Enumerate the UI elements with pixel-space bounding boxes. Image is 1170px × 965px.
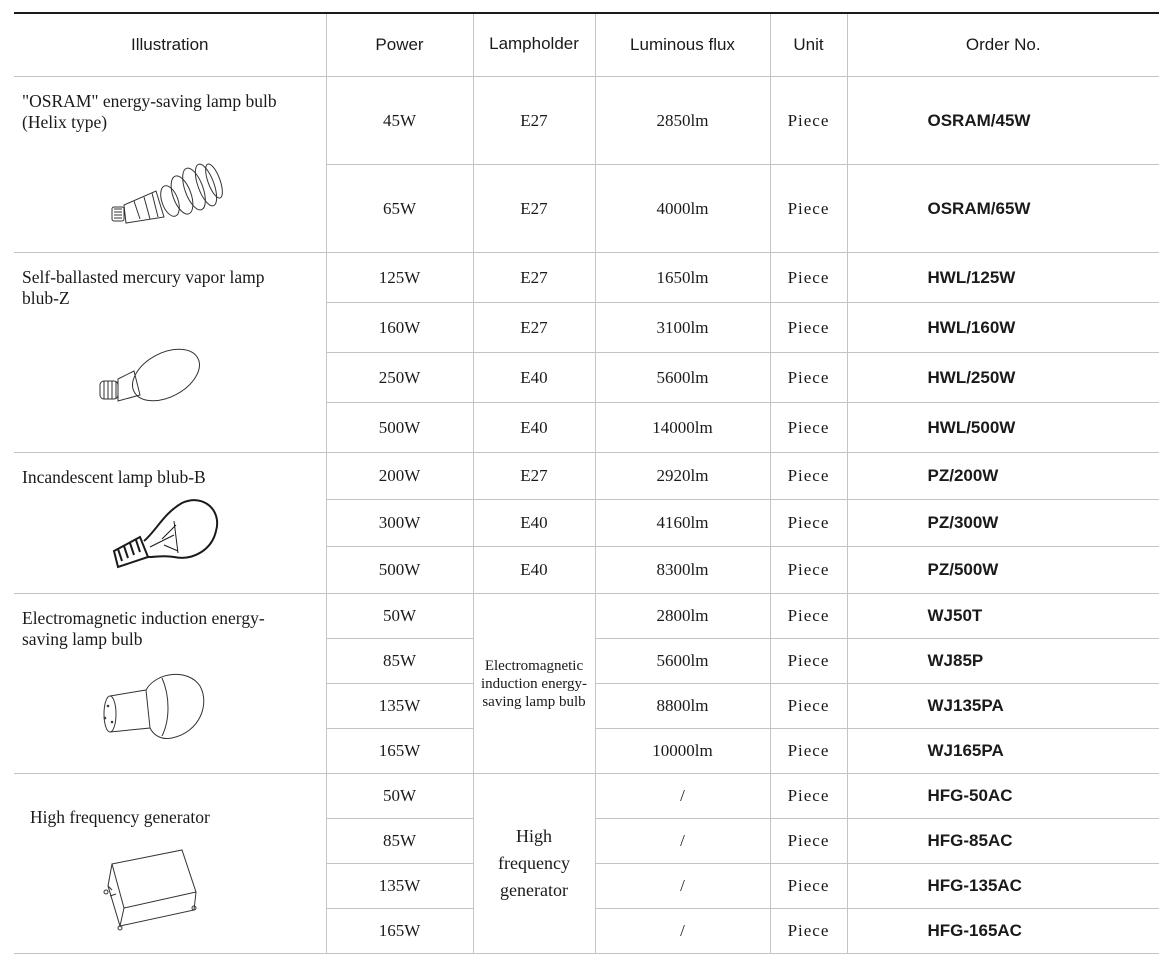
order-no-cell: OSRAM/65W: [847, 165, 1159, 253]
luminous-flux-cell: 4000lm: [595, 165, 770, 253]
order-no-cell: HFG-135AC: [847, 864, 1159, 909]
power-cell: 50W: [326, 774, 473, 819]
power-cell: 165W: [326, 909, 473, 954]
luminous-flux-cell: 10000lm: [595, 729, 770, 774]
unit-cell: Piece: [770, 77, 847, 165]
unit-cell: Piece: [770, 819, 847, 864]
illustration-cell: [14, 453, 326, 594]
illustration-cell: [14, 774, 326, 954]
luminous-flux-cell: 5600lm: [595, 639, 770, 684]
luminous-flux-cell: 3100lm: [595, 303, 770, 353]
lampholder-merged-text: High frequency generator: [498, 826, 570, 900]
illustration-title: Self-ballasted mercury vapor lamp blub-Z: [22, 267, 265, 308]
lampholder-merged-cell: [473, 774, 595, 954]
lampholder-cell: E27: [473, 253, 595, 303]
power-cell: 300W: [326, 500, 473, 547]
unit-cell: Piece: [770, 353, 847, 403]
unit-cell: Piece: [770, 165, 847, 253]
power-cell: 125W: [326, 253, 473, 303]
power-cell: 65W: [326, 165, 473, 253]
induction-bulb-icon: [100, 666, 220, 746]
power-cell: 85W: [326, 639, 473, 684]
order-no-cell: WJ85P: [847, 639, 1159, 684]
lampholder-cell: E40: [473, 353, 595, 403]
order-no-cell: HFG-165AC: [847, 909, 1159, 954]
unit-cell: Piece: [770, 500, 847, 547]
generator-box-icon: [102, 846, 222, 936]
power-cell: 50W: [326, 594, 473, 639]
unit-cell: Piece: [770, 864, 847, 909]
order-no-cell: PZ/200W: [847, 453, 1159, 500]
header-power: Power: [326, 14, 473, 77]
order-no-cell: HWL/500W: [847, 403, 1159, 453]
table-row: [14, 453, 1159, 500]
order-no-cell: WJ50T: [847, 594, 1159, 639]
illustration-title: High frequency generator: [30, 807, 210, 827]
power-cell: 160W: [326, 303, 473, 353]
unit-cell: Piece: [770, 594, 847, 639]
helix-cfl-bulb-icon: [106, 155, 226, 235]
power-cell: 135W: [326, 864, 473, 909]
incandescent-bulb-icon: [108, 495, 228, 575]
table-row: [14, 774, 1159, 819]
order-no-cell: HWL/250W: [847, 353, 1159, 403]
power-cell: 200W: [326, 453, 473, 500]
lampholder-cell: E40: [473, 547, 595, 594]
table-row: [14, 594, 1159, 639]
lampholder-cell: E27: [473, 77, 595, 165]
power-cell: 500W: [326, 403, 473, 453]
header-luminous-flux: Luminous flux: [595, 14, 770, 77]
luminous-flux-cell: 14000lm: [595, 403, 770, 453]
luminous-flux-cell: /: [595, 864, 770, 909]
luminous-flux-cell: 1650lm: [595, 253, 770, 303]
luminous-flux-cell: 8800lm: [595, 684, 770, 729]
lampholder-cell: E27: [473, 453, 595, 500]
order-no-cell: HWL/125W: [847, 253, 1159, 303]
power-cell: 165W: [326, 729, 473, 774]
unit-cell: Piece: [770, 547, 847, 594]
order-no-cell: PZ/500W: [847, 547, 1159, 594]
order-no-cell: PZ/300W: [847, 500, 1159, 547]
luminous-flux-cell: 2920lm: [595, 453, 770, 500]
order-no-cell: OSRAM/45W: [847, 77, 1159, 165]
luminous-flux-cell: 5600lm: [595, 353, 770, 403]
mercury-vapor-bulb-icon: [94, 333, 214, 413]
illustration-cell: [14, 77, 326, 253]
illustration-cell: [14, 253, 326, 453]
unit-cell: Piece: [770, 453, 847, 500]
header-illustration: Illustration: [14, 14, 326, 77]
lampholder-cell: E40: [473, 403, 595, 453]
illustration-title: Incandescent lamp blub-B: [22, 467, 206, 487]
product-table: [14, 14, 1159, 954]
order-no-cell: HFG-50AC: [847, 774, 1159, 819]
unit-cell: Piece: [770, 684, 847, 729]
order-no-cell: WJ135PA: [847, 684, 1159, 729]
luminous-flux-cell: /: [595, 819, 770, 864]
illustration-title: Electromagnetic induction energy-saving lamp bulb: [22, 608, 265, 649]
lampholder-merged-cell: Electromagnetic induction energy-saving lamp bulb: [473, 594, 595, 774]
luminous-flux-cell: 2850lm: [595, 77, 770, 165]
unit-cell: Piece: [770, 909, 847, 954]
unit-cell: Piece: [770, 303, 847, 353]
order-no-cell: WJ165PA: [847, 729, 1159, 774]
order-no-cell: HFG-85AC: [847, 819, 1159, 864]
order-no-cell: HWL/160W: [847, 303, 1159, 353]
power-cell: 135W: [326, 684, 473, 729]
illustration-title: "OSRAM" energy-saving lamp bulb (Helix type): [22, 91, 277, 132]
header-order-no: Order No.: [847, 14, 1159, 77]
luminous-flux-cell: /: [595, 909, 770, 954]
unit-cell: Piece: [770, 729, 847, 774]
luminous-flux-cell: 4160lm: [595, 500, 770, 547]
header-lampholder: Lampholder: [473, 14, 595, 77]
luminous-flux-cell: /: [595, 774, 770, 819]
power-cell: 85W: [326, 819, 473, 864]
lampholder-cell: E40: [473, 500, 595, 547]
lampholder-cell: E27: [473, 303, 595, 353]
unit-cell: Piece: [770, 253, 847, 303]
unit-cell: Piece: [770, 639, 847, 684]
header-row: [14, 14, 1159, 77]
lampholder-cell: E27: [473, 165, 595, 253]
header-unit: Unit: [770, 14, 847, 77]
illustration-cell: [14, 594, 326, 774]
luminous-flux-cell: 2800lm: [595, 594, 770, 639]
table-row: [14, 77, 1159, 165]
power-cell: 45W: [326, 77, 473, 165]
luminous-flux-cell: 8300lm: [595, 547, 770, 594]
unit-cell: Piece: [770, 403, 847, 453]
table-row: [14, 253, 1159, 303]
unit-cell: Piece: [770, 774, 847, 819]
power-cell: 500W: [326, 547, 473, 594]
power-cell: 250W: [326, 353, 473, 403]
